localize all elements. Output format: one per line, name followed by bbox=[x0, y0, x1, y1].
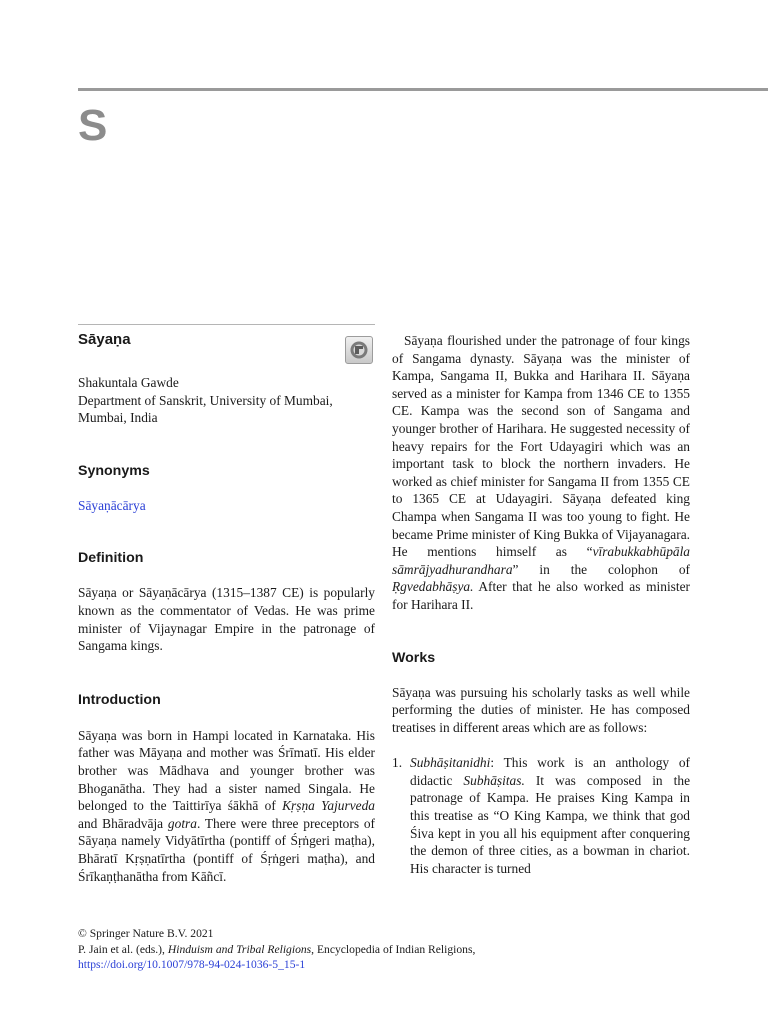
work-text-b: It was composed in the patronage of Kampa. He praises King Kampa in this treatise as “O King Kampa, we think that god Śiva kept in you all his equipment after conquering the demon of three cities, as a bowman in chariot. His character is turned bbox=[410, 772, 691, 876]
career-text-a: Sāyaṇa flourished under the patronage of four kings of Sangama dynasty. Sāyaṇa was the minister of Kampa, Sangama II, Bukka and Harihara II. Sāyaṇa served as a minister for Kampa from 1346 CE to 1355 CE. Kampa was the second son of Sangama and younger brother of Harihara. He suggested necessity of heavy repairs for the Fort Udayagiri which was an important task to block the northern invaders. He worked as chief minister for Sangama II from 1355 CE to 1365 CE at Udayagiri. Sāyaṇa defeated king Champa when Sangama II was too young to fight. He became Prime minister of King Bukka of Vijayanagara. He mentions himself as “ bbox=[392, 333, 690, 560]
entry-title: Sāyaṇa bbox=[78, 331, 131, 348]
entry-header bbox=[78, 330, 375, 374]
right-column bbox=[392, 332, 690, 877]
citation-text-b: , Encyclopedia of Indian Religions, bbox=[311, 942, 476, 956]
synonym-link[interactable]: Sāyaṇācārya bbox=[78, 497, 146, 513]
career-text-b: ” in the colophon of bbox=[512, 561, 690, 577]
career-text-c: After that he also worked as minister for Harihara II. bbox=[392, 579, 690, 612]
intro-text-c: . There were three preceptors of Sāyaṇa namely Vidyātīrtha (pontiff of Śṛṅgeri maṭha), Bhāratī Kṛṣṇatīrtha (pontiff of Śṛṅgeri maṭha), and Śrīkaṇṭhanātha from Kāñcī. bbox=[78, 815, 376, 884]
career-em-title: vīrabukkabhūpāla sāmrājyadhurandhara bbox=[392, 544, 690, 577]
introduction-paragraph bbox=[78, 727, 375, 885]
introduction-heading: Introduction bbox=[78, 691, 161, 708]
section-letter: S bbox=[78, 101, 108, 150]
citation-text-a: P. Jain et al. (eds.), bbox=[78, 942, 168, 956]
copyright: © Springer Nature B.V. 2021 bbox=[78, 927, 214, 940]
doi-link[interactable]: https://doi.org/10.1007/978-94-024-1036-5_15-1 bbox=[78, 958, 306, 972]
top-rule bbox=[78, 88, 768, 91]
synonyms-heading: Synonyms bbox=[78, 462, 150, 479]
work-em: Subhāṣitas. bbox=[463, 772, 525, 788]
work-title: Subhāṣitanidhi bbox=[410, 755, 491, 771]
crossmark-button[interactable] bbox=[345, 336, 373, 364]
author-affiliation: Department of Sanskrit, University of Mumbai, Mumbai, India bbox=[78, 392, 333, 426]
intro-em-krsna: Kṛṣṇa Yajurveda bbox=[282, 798, 375, 814]
works-intro: Sāyaṇa was pursuing his scholarly tasks as well while performing the duties of minister. He has composed treatises in different areas which are as follows: bbox=[392, 684, 690, 735]
works-heading: Works bbox=[392, 649, 436, 666]
career-paragraph bbox=[392, 332, 690, 614]
citation bbox=[78, 942, 718, 958]
intro-em-gotra: gotra bbox=[167, 815, 197, 831]
author-name: Shakuntala Gawde bbox=[78, 375, 179, 390]
footer bbox=[78, 926, 718, 973]
list-number: 1. bbox=[392, 755, 403, 771]
work-text-a: : This work is an anthology of didactic bbox=[410, 755, 690, 788]
definition-text: Sāyaṇa or Sāyaṇācārya (1315–1387 CE) is popularly known as the commentator of Vedas. He was prime minister of Vijaynagar Empire in the patronage of Sangama kings. bbox=[78, 585, 375, 654]
crossmark-icon bbox=[346, 337, 372, 363]
career-em-bhasya: Ṛgvedabhāṣya. bbox=[392, 579, 474, 595]
citation-book-title: Hinduism and Tribal Religions bbox=[167, 942, 312, 956]
intro-text-a: Sāyaṇa was born in Hampi located in Karnataka. His father was Māyaṇa and mother was Śrīmatī. His elder brother was Mādhava and younger brother was Bhoganātha. They had a sister named Singala. He belonged to the Taittirīya śākhā of bbox=[78, 727, 375, 814]
author-block bbox=[78, 374, 375, 427]
left-column bbox=[78, 330, 375, 885]
intro-text-b: and Bhāradvāja bbox=[78, 815, 168, 831]
list-item bbox=[392, 754, 690, 877]
definition-heading: Definition bbox=[78, 550, 144, 567]
entry-rule bbox=[78, 324, 375, 325]
works-list bbox=[392, 754, 690, 877]
